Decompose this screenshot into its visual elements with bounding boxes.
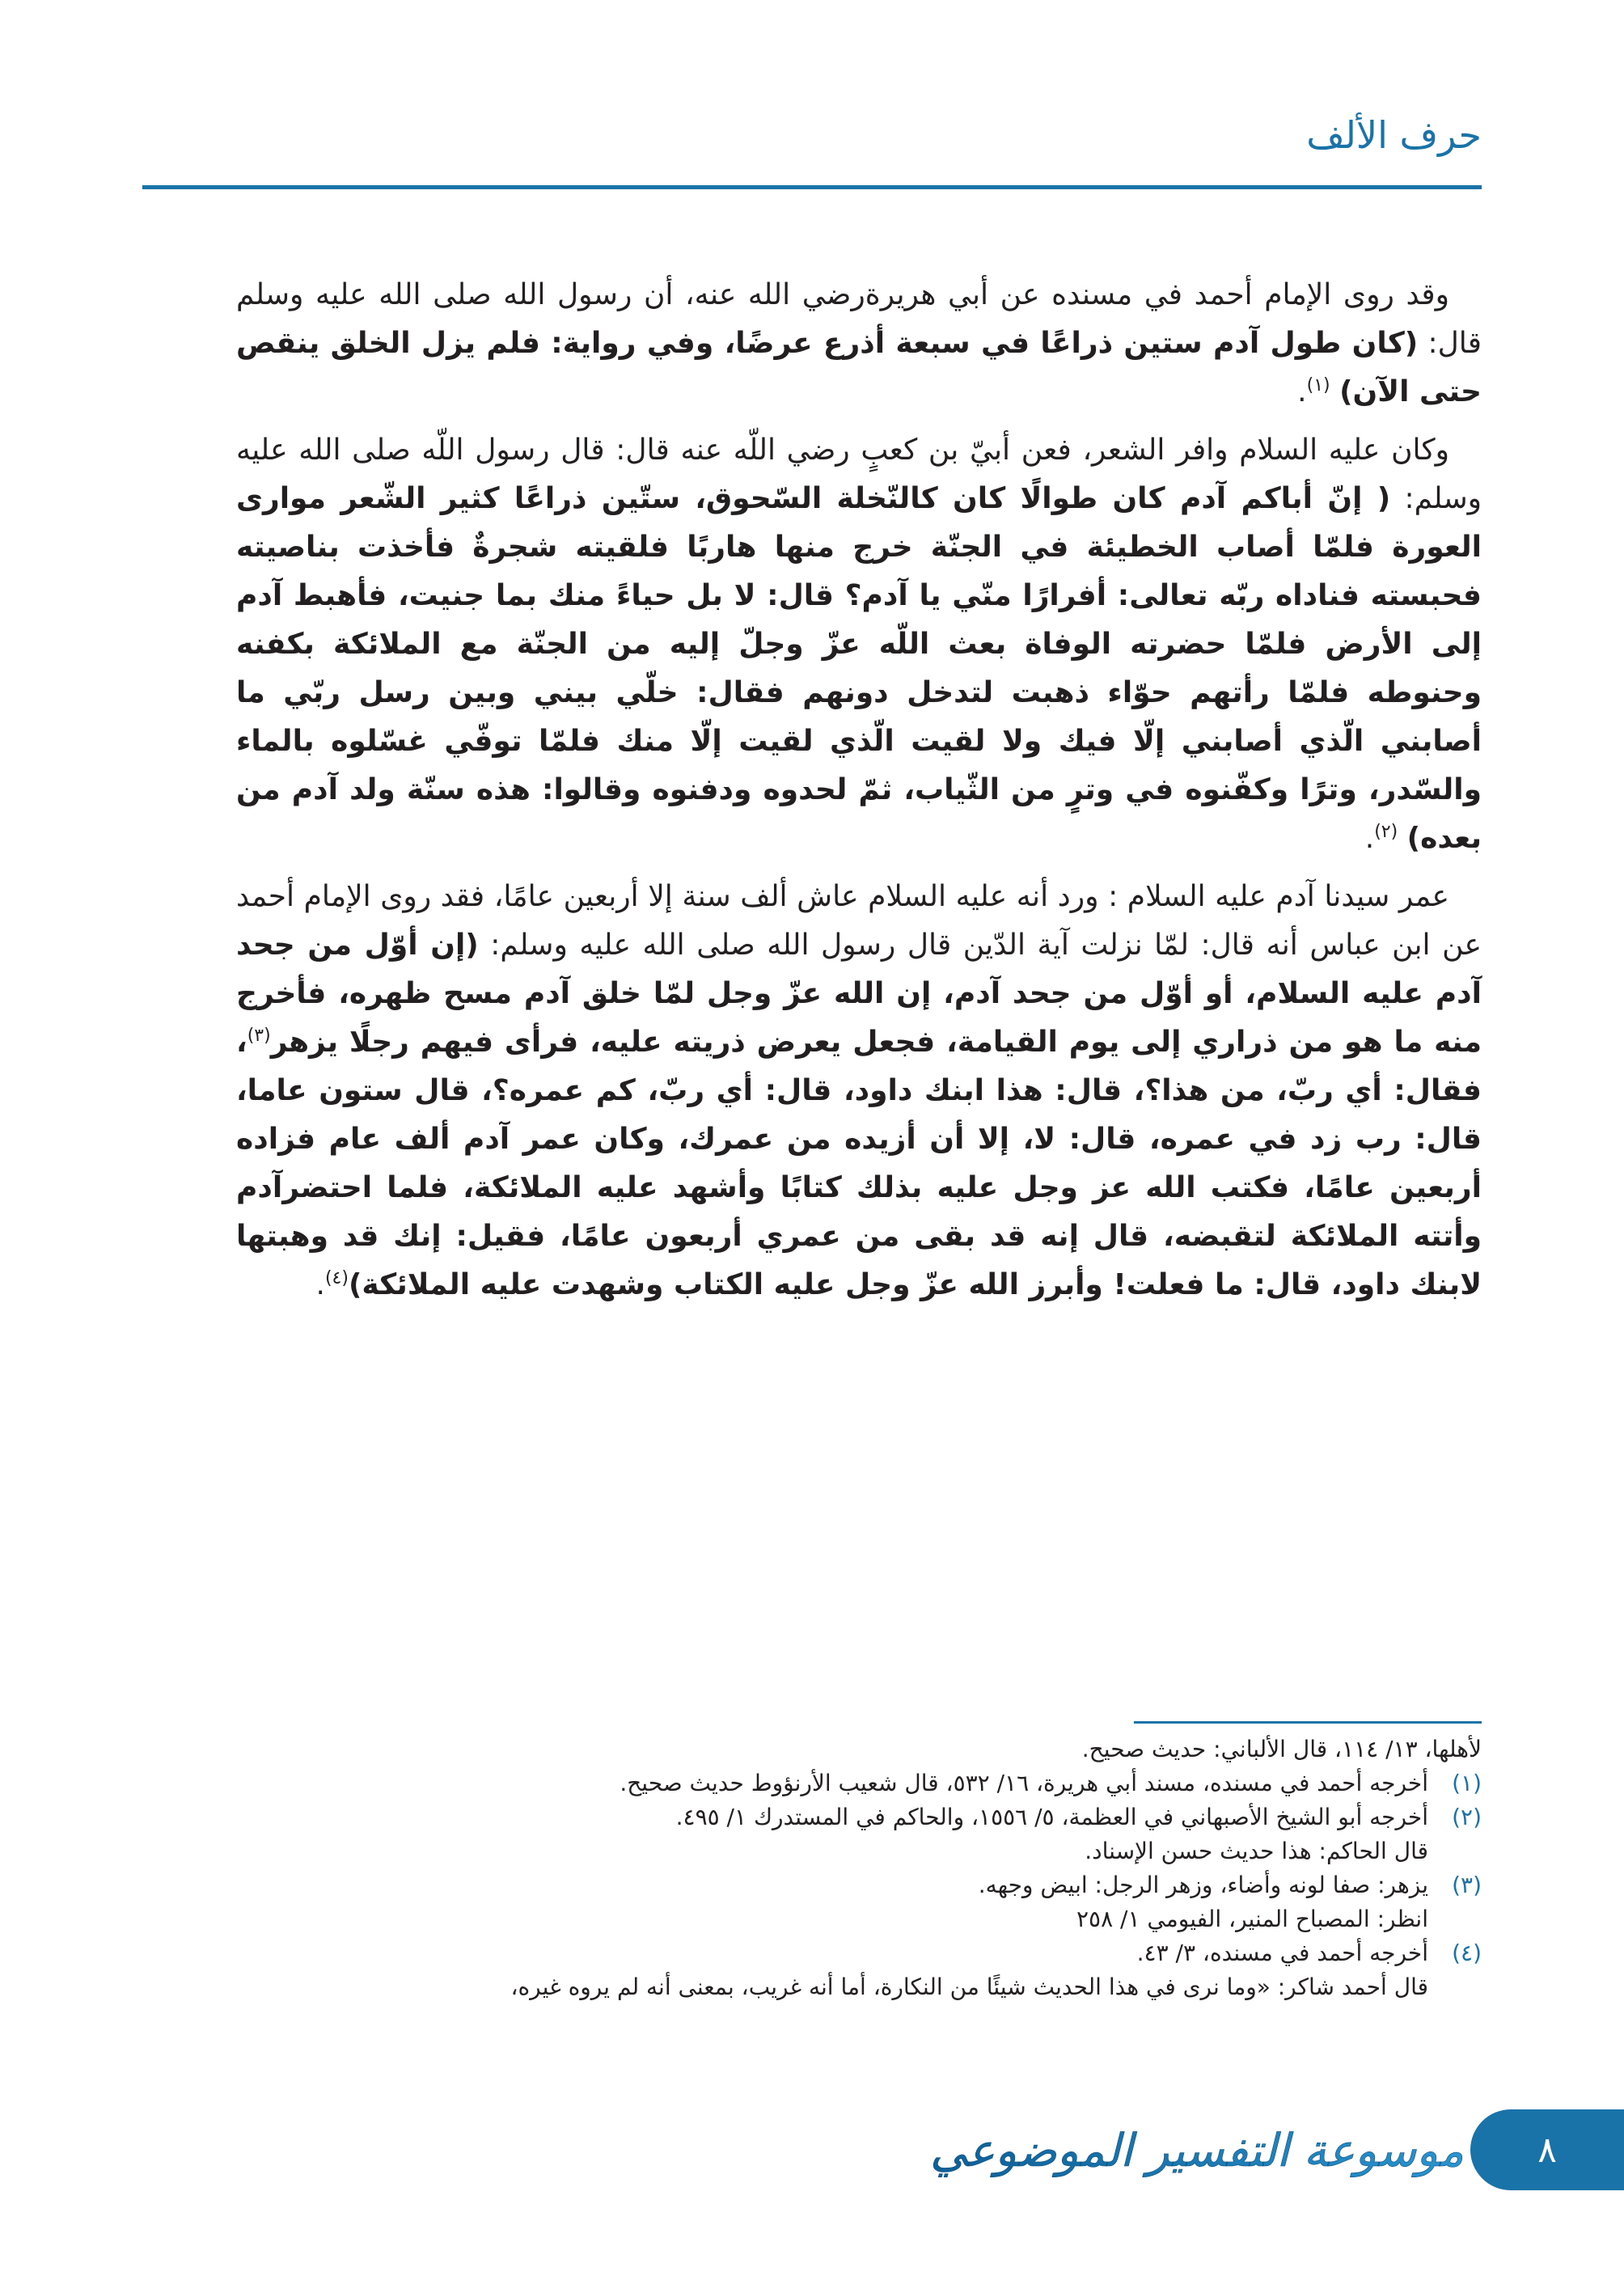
header-rule (142, 185, 1482, 189)
footnote-1-text: أخرجه أحمد في مسنده، مسند أبي هريرة، ١٦/ ٥٣٢، قال شعيب الأرنؤوط حديث صحيح. (620, 1770, 1428, 1796)
footnote-4-text-2: قال أحمد شاكر: «وما نرى في هذا الحديث شيئًا من النكارة، أما أنه غريب، بمعنى أنه لم يروه غيره، (510, 1974, 1428, 2000)
period-3: . (315, 1268, 325, 1301)
footnote-ref-2[interactable]: (٢) (1374, 822, 1398, 842)
period-1: . (1297, 375, 1307, 408)
period-2: . (1364, 822, 1375, 855)
footnote-1-number: (١) (1452, 1770, 1482, 1796)
paragraph-1 (236, 271, 1482, 417)
footnote-1 (236, 1766, 1482, 1800)
footnote-4 (236, 1936, 1482, 1970)
paragraph-2-intro: وكان عليه السلام وافر الشعر، فعن أبيّ بن كعبٍ رضي اللّه عنه قال: قال رسول اللّه صلى الله عليه وسلم: (236, 434, 1482, 515)
main-text (236, 271, 1482, 1319)
footnote-continuation: لأهلها، ١٣/ ١١٤، قال الألباني: حديث صحيح. (1081, 1736, 1482, 1762)
footnote-ref-3[interactable]: (٣) (247, 1026, 271, 1046)
footnote-3 (236, 1868, 1482, 1902)
paragraph-3 (236, 873, 1482, 1309)
encyclopedia-logo-text: موسوعة التفسير الموضوعي (930, 2125, 1464, 2177)
footnotes (236, 1732, 1482, 2004)
encyclopedia-logo (930, 2103, 1464, 2200)
hadith-quote-1: (كان طول آدم ستين ذراعًا في سبعة أذرع عرضًا، وفي رواية: فلم يزل الخلق ينقص حتى الآن) (236, 327, 1482, 408)
footnote-rule (1134, 1721, 1482, 1724)
paragraph-3-intro: عمر سيدنا آدم عليه السلام : ورد أنه عليه السلام عاش ألف سنة إلا أربعين عامًا، فقد روى الإمام أحمد عن ابن عباس أنه قال: لمّا نزلت آية الدّين قال رسول الله صلى الله عليه وسلم: (236, 880, 1482, 962)
hadith-quote-2: ( إنّ أباكم آدم كان طوالًا كان كالنّخلة السّحوق، ستّين ذراعًا كثير الشّعر موارى العورة فلمّا أصاب الخطيئة في الجنّة خرج منها هاربًا فلقيته شجرةٌ فأخذت بناصيته فحبسته فناداه ربّه تعالى: أفرارًا منّي يا آدم؟ قال: لا بل حياءً منك بما جنيت، فأهبط آدم إلى الأرض فلمّا حضرته الوفاة بعث اللّه عزّ وجلّ إليه من الجنّة مع الملائكة بكفنه وحنوطه فلمّا رأتهم حوّاء ذهبت لتدخل دونهم فقال: خلّي بيني وبين رسل ربّي ما أصابني الّذي أصابني إلّا فيك ولا لقيت الّذي لقيت إلّا منك فلمّا توفّي غسّلوه بالماء والسّدر، وترًا وكفّنوه في وترٍ من الثّياب، ثمّ لحدوه ودفنوه وقالوا: هذه سنّة ولد آدم من بعده) (236, 482, 1482, 855)
footnote-4-number: (٤) (1452, 1940, 1482, 1966)
footnote-2 (236, 1800, 1482, 1834)
footnote-4-text: أخرجه أحمد في مسنده، ٣/ ٤٣. (1136, 1940, 1428, 1966)
paragraph-1-intro: وقد روى الإمام أحمد في مسنده عن أبي هريرةرضي الله عنه، أن رسول الله صلى الله عليه وسلم قال: (236, 278, 1482, 360)
footnote-3-text-2: انظر: المصباح المنير، الفيومي ١/ ٢٥٨ (1076, 1906, 1428, 1932)
running-header-title: حرف الألف (1306, 113, 1482, 157)
page-number-badge (1470, 2109, 1624, 2190)
page-number: ٨ (1537, 2129, 1557, 2171)
footnote-2-text: أخرجه أبو الشيخ الأصبهاني في العظمة، ٥/ ١٥٥٦، والحاكم في المستدرك ١/ ٤٩٥. (675, 1804, 1428, 1830)
hadith-quote-3b: ، فقال: أي ربّ، من هذا؟، قال: هذا ابنك داود، قال: أي ربّ، كم عمره؟، قال ستون عاما، قال: رب زد في عمره، قال: لا، إلا أن أزيده من عمرك، وكان عمر آدم ألف عام فزاده أربعين عامًا، فكتب الله عز وجل عليه بذلك كتابًا وأشهد عليه الملائكة، فلما احتضرآدم وأتته الملائكة لتقبضه، قال إنه قد بقى من عمري أربعون عامًا، فقيل: إنك قد وهبتها لابنك داود، قال: ما فعلت! وأبرز الله عزّ وجل عليه الكتاب وشهدت عليه الملائكة) (236, 1026, 1482, 1301)
hadith-quote-3a: (إن أوّل من جحد آدم عليه السلام، أو أوّل من جحد آدم، إن الله عزّ وجل لمّا خلق آدم مسح ظهره، فأخرج منه ما هو من ذراري إلى يوم القيامة، فجعل يعرض ذريته عليه، فرأى فيهم رجلًا يزهر (236, 929, 1482, 1059)
footnote-ref-1[interactable]: (١) (1306, 375, 1330, 396)
footnote-2-text-2: قال الحاكم: هذا حديث حسن الإسناد. (1085, 1838, 1428, 1864)
footnote-2-number: (٢) (1452, 1804, 1482, 1830)
paragraph-2 (236, 426, 1482, 863)
footnote-3-text: يزهر: صفا لونه وأضاء، وزهر الرجل: ابيض وجهه. (978, 1872, 1428, 1898)
footnote-3-number: (٣) (1452, 1872, 1482, 1898)
footnote-ref-4[interactable]: (٤) (324, 1268, 349, 1288)
